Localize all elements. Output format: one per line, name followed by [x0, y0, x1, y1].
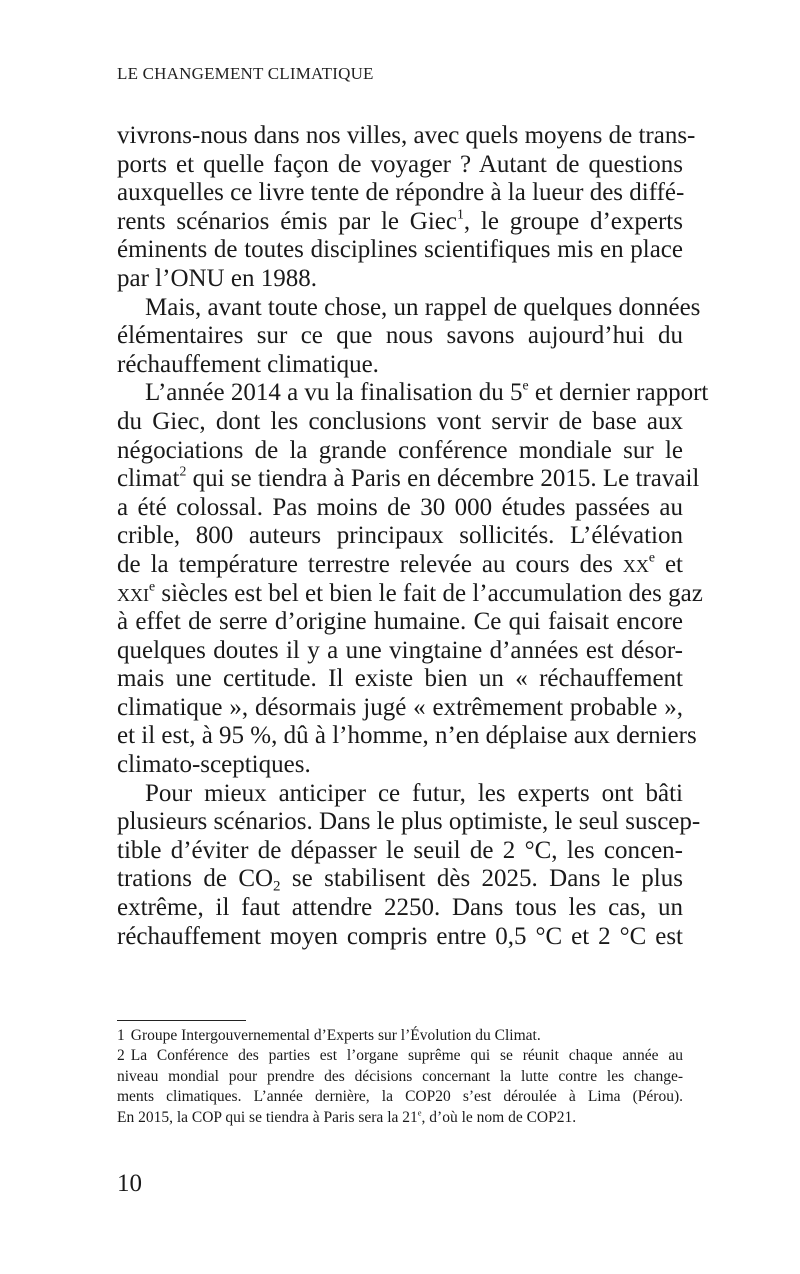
superscript: e	[149, 578, 156, 594]
text-line: mais une certitude. Il existe bien un « réchauffement	[117, 665, 683, 693]
text-line: L’année 2014 a vu la finalisation du 5e et dernier rapport	[145, 378, 709, 407]
footnote-1: 1 Groupe Intergouvernemental d’Experts sur l’Évolution du Climat.	[117, 1027, 541, 1044]
text-line: élémentaires sur ce que nous savons aujourd’hui du	[117, 322, 683, 350]
text-line: vivrons-nous dans nos villes, avec quels moyens de trans-	[117, 122, 696, 149]
body-text	[117, 122, 709, 951]
page-number: 10	[117, 1170, 142, 1197]
footnote-line: niveau mondial pour prendre des décisions concernant la lutte contre les change-	[117, 1067, 683, 1085]
footnote-ref-2[interactable]: 2	[179, 463, 187, 479]
footnote-number: 1	[117, 1027, 125, 1044]
text-line: réchauffement moyen compris entre 0,5 °C et 2 °C est	[117, 922, 683, 950]
text-line: à effet de serre d’origine humaine. Ce qui faisait encore	[117, 608, 683, 636]
footnote-2: 2 La Conférence des parties est l’organe suprême qui se réunit chaque année au	[117, 1047, 683, 1065]
text-line: climato-sceptiques.	[117, 751, 311, 779]
small-caps-numeral: xx	[622, 550, 649, 578]
text-line: crible, 800 auteurs principaux sollicités. L’élévation	[117, 522, 683, 550]
text-line: plusieurs scénarios. Dans le plus optimiste, le seul suscep-	[117, 808, 701, 836]
text-line: climatique », désormais jugé « extrêmement probable »,	[117, 693, 683, 721]
subscript: 2	[273, 878, 281, 895]
footnote-line: ments climatiques. L’année dernière, la COP20 s’est déroulée à Lima (Pérou).	[117, 1088, 683, 1106]
footnote-number: 2	[117, 1047, 125, 1065]
footnotes	[117, 1026, 683, 1128]
text-line: réchauffement climatique.	[117, 350, 379, 378]
text-line: éminents de toutes disciplines scientifiques mis en place	[117, 236, 683, 264]
text-line: rents scénarios émis par le Giec$^1$, le groupe d’experts	[117, 206, 683, 235]
text-line: climat$^2$ qui se tiendra à Paris en décembre 2015. Le travail	[117, 463, 700, 493]
text-line: xxi$^e$ siècles est bel et bien le fait de l’accumulation des gaz	[117, 578, 703, 607]
text-line: quelques doutes il y a une vingtaine d’années est désor-	[117, 636, 683, 664]
text-line: négociations de la grande conférence mondiale sur le	[117, 436, 683, 464]
text-line: par l’ONU en 1988.	[117, 264, 317, 292]
footnote-ref-1[interactable]: 1	[456, 206, 464, 222]
text-line: auxquelles ce livre tente de répondre à la lueur des diffé-	[117, 179, 685, 207]
text-line: ports et quelle façon de voyager ? Autant de questions	[117, 150, 683, 178]
small-caps-numeral: xxi	[117, 579, 149, 607]
footnote-separator	[117, 1020, 246, 1021]
running-head: LE CHANGEMENT CLIMATIQUE	[117, 64, 374, 83]
text-line: a été colossal. Pas moins de 30 000 études passées au	[117, 493, 683, 521]
text-line: de la température terrestre relevée au cours des $xx^e$ et	[117, 549, 683, 578]
superscript: e	[417, 1107, 422, 1118]
superscript: e	[648, 549, 655, 565]
text-line: et il est, à 95 %, dû à l’homme, n’en déplaise aux derniers	[117, 722, 697, 750]
text-line: trations de $CO_2$ se stabilisent dès 2025. Dans le plus	[117, 865, 683, 895]
footnote-line: En 2015, la COP qui se tiendra à Paris sera la 21e, d’où le nom de COP21.	[117, 1107, 577, 1126]
text-line: extrême, il faut attendre 2250. Dans tous les cas, un	[117, 894, 683, 922]
superscript: e	[522, 378, 529, 394]
text-line: tible d’éviter de dépasser le seuil de 2 °C, les concen-	[117, 836, 683, 864]
text-line: Mais, avant toute chose, un rappel de quelques données	[145, 293, 701, 321]
text-line: Pour mieux anticiper ce futur, les experts ont bâti	[145, 779, 683, 807]
text-line: du Giec, dont les conclusions vont servir de base aux	[117, 407, 683, 435]
